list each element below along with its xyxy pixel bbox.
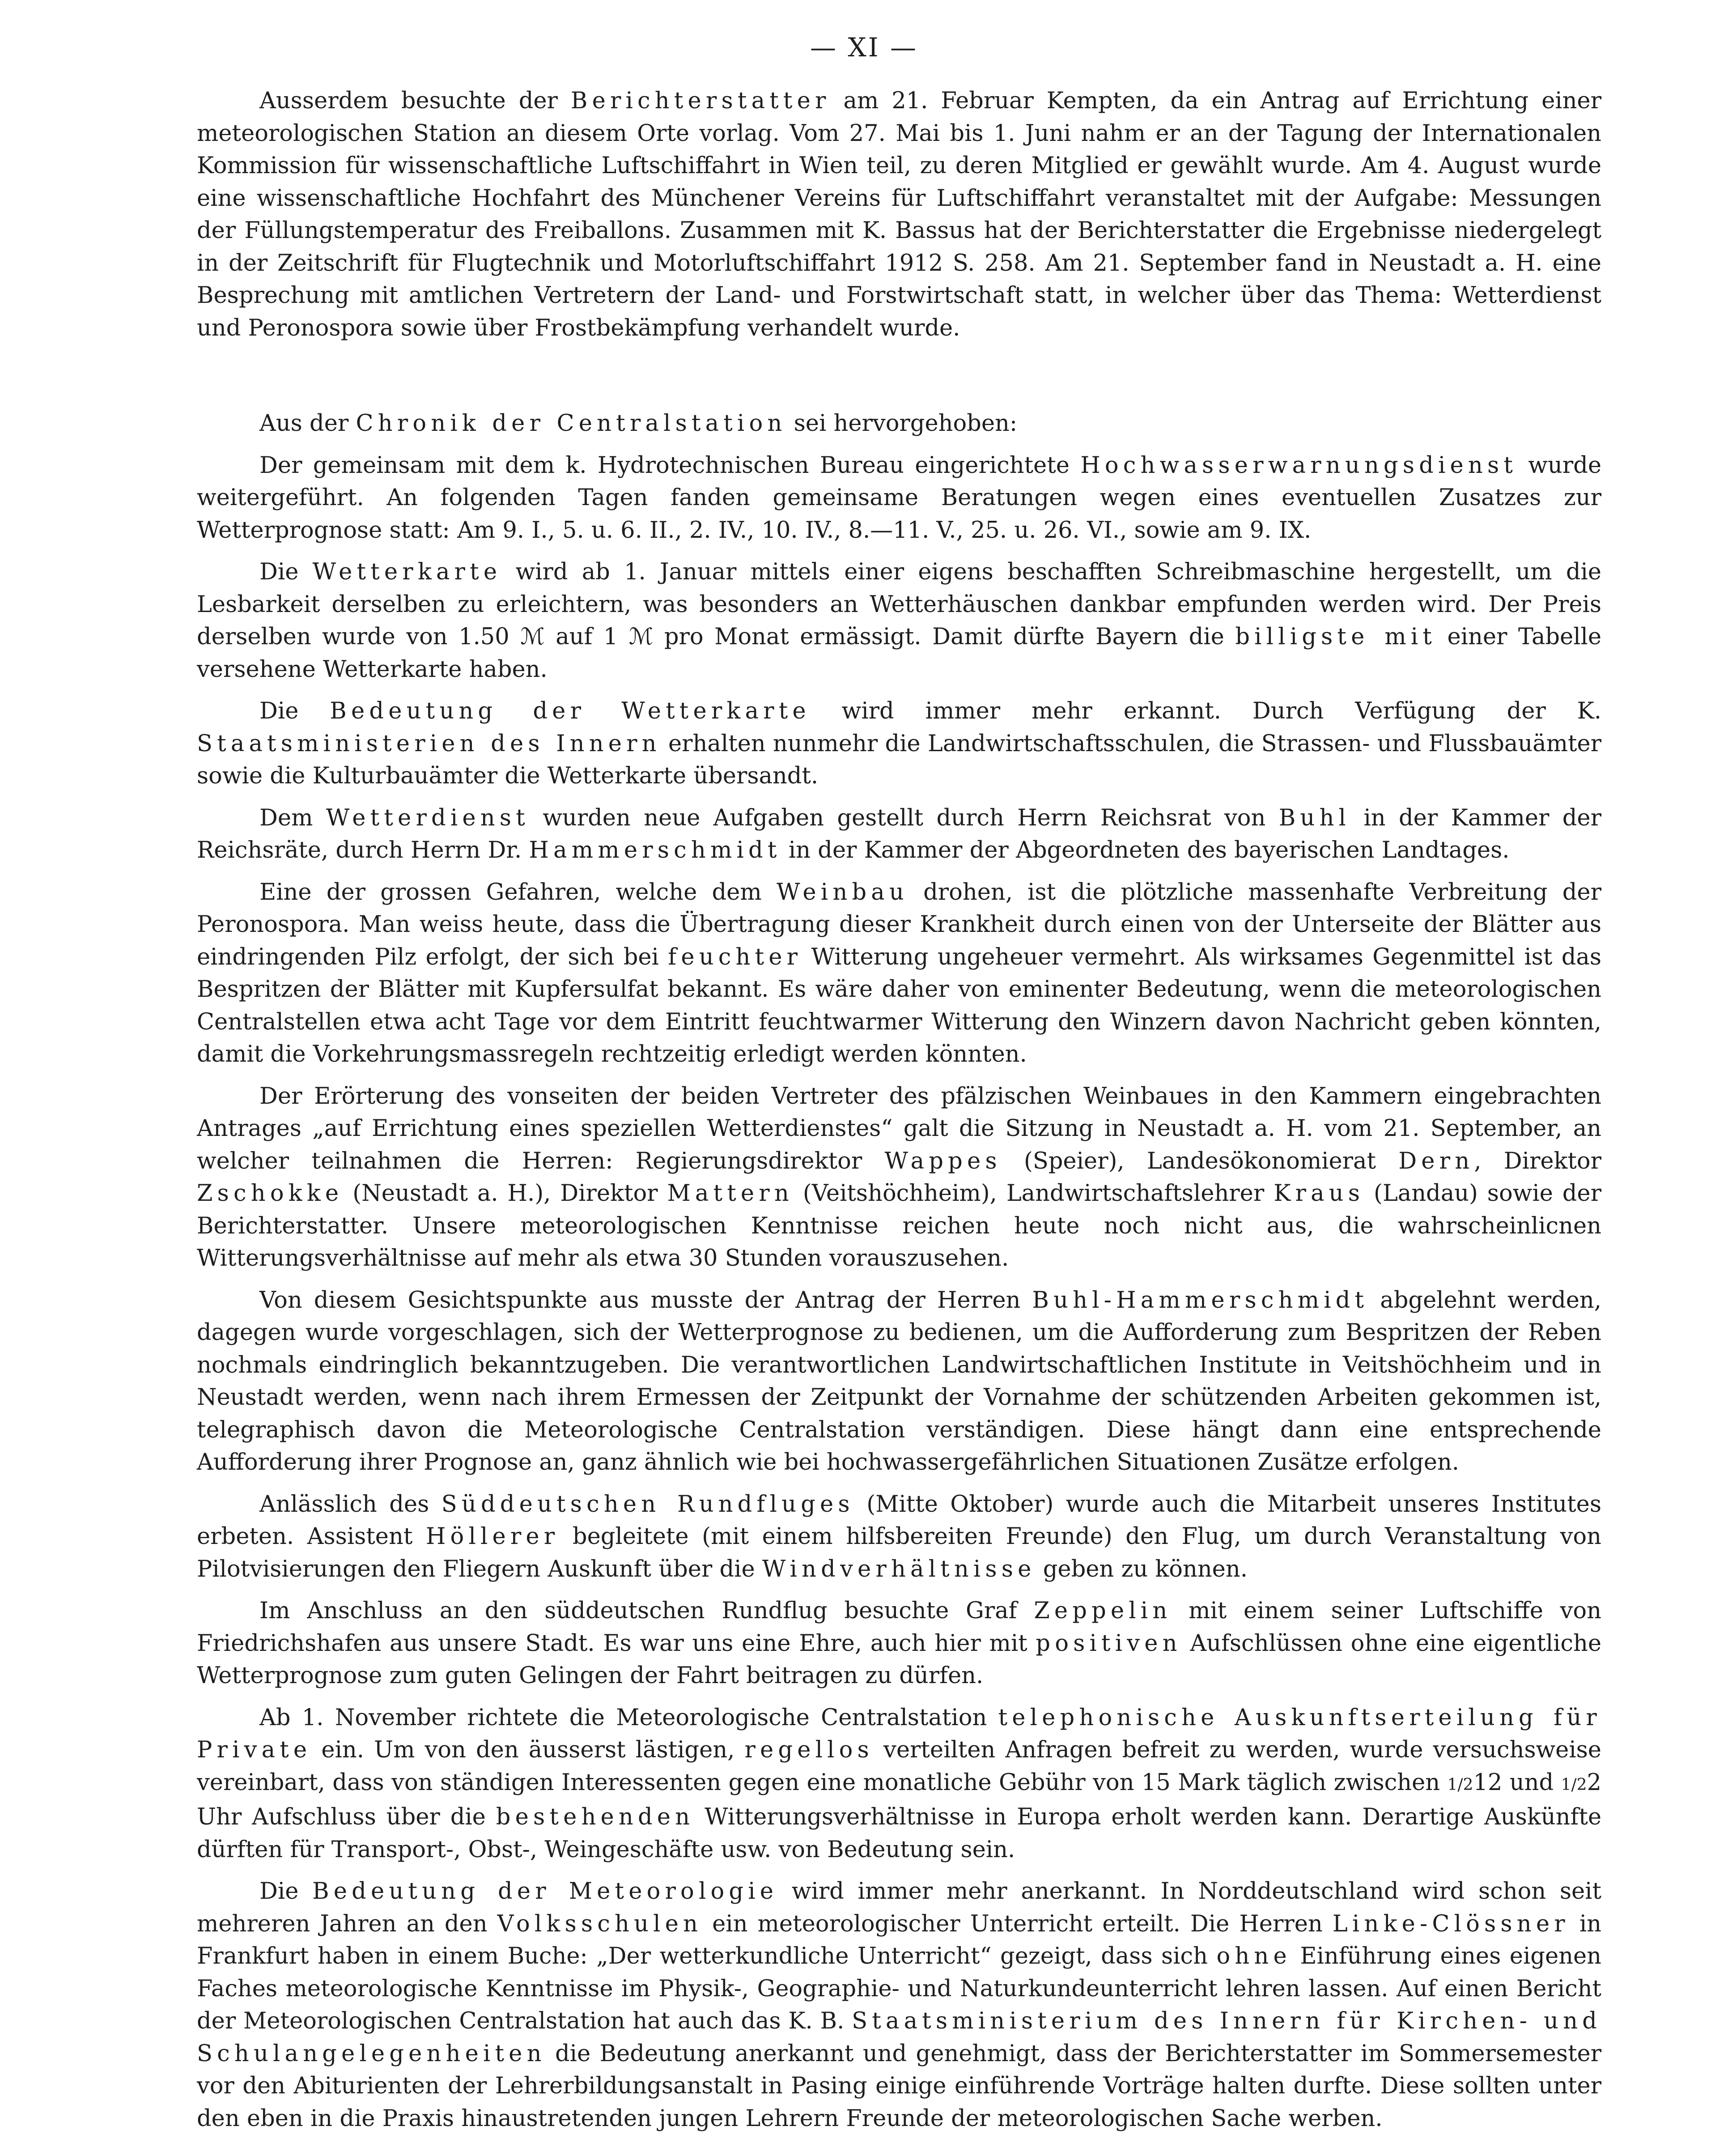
paragraph-auskunft: Ab 1. November richtete die Meteorologische Centralstation telephonische Auskunftserteilung für Private ein. Um von den äusserst lästigen, regellos verteilten Anfragen befreit zu werden, wurde versuchsweise vereinbart, dass von ständigen Interessenten gegen eine monatliche Gebühr von 15 Mark täglich zwischen 1/212 und 1/22 Uhr Aufschluss über die bestehenden Witterungsverhältnisse in Europa erholt werden kann. Derartige Auskünfte dürften für Transport-, Obst-, Weingeschäfte usw. von Bedeutung sein. xyxy=(197,1704,1602,1863)
paragraph-rundflug: Anlässlich des Süddeutschen Rundfluges (Mitte Oktober) wurde auch die Mitarbeit unseres Institutes erbeten. Assistent Höllerer begleitete (mit einem hilfsbereiten Freunde) den Flug, um durch Veranstaltung von Pilotvisierungen den Fliegern Auskunft über die Windverhältnisse geben zu können. xyxy=(197,1491,1602,1582)
paragraph-gesichtspunkt: Von diesem Gesichtspunkte aus musste der Antrag der Herren Buhl-Hammerschmidt abgelehnt werden, dagegen wurde vorgeschlagen, sich der Wetterprognose zu bedienen, um die Aufforderung zum Bespritzen der Reben nochmals eindringlich bekanntzugeben. Die verantwortlichen Landwirtschaftlichen Institute in Veitshöchheim und in Neustadt werden, wenn nach ihrem Ermessen der Zeitpunkt der Vornahme der schützenden Arbeiten gekommen ist, telegraphisch davon die Meteorologische Centralstation verständigen. Diese hängt dann eine entsprechende Aufforderung ihrer Prognose an, ganz ähnlich wie bei hochwassergefährlichen Situationen Zusätze erfolgen. xyxy=(197,1287,1601,1476)
paragraph-wetterdienst: Dem Wetterdienst wurden neue Aufgaben gestellt durch Herrn Reichsrat von Buhl in der Kammer der Reichsräte, durch Herrn Dr. Hammerschmidt in der Kammer der Abgeordneten des bayerischen Landtages. xyxy=(197,804,1601,863)
paragraph-weinbau: Eine der grossen Gefahren, welche dem Weinbau drohen, ist die plötzliche massenhafte Verbreitung der Peronospora. Man weiss heute, dass die Übertragung dieser Krankheit durch einen von der Unterseite der Blätter aus eindringenden Pilz erfolgt, der sich bei feuchter Witterung ungeheuer vermehrt. Als wirksames Gegenmittel ist das Bespritzen der Blätter mit Kupfersulfat bekannt. Es wäre daher von eminenter Bedeutung, wenn die meteorologischen Centralstellen etwa acht Tage vor dem Eintritt feuchtwarmer Witterung den Winzern davon Nachricht geben könnten, damit die Vorkehrungsmassregeln rechtzeitig erledigt werden könnten. xyxy=(197,879,1601,1067)
section-gap xyxy=(197,354,1601,408)
paragraph-meteorologie: Die Bedeutung der Meteorologie wird immer mehr anerkannt. In Norddeutschland wird schon seit mehreren Jahren an den Volksschulen ein meteorologischer Unterricht erteilt. Die Herren Linke-Clössner in Frankfurt haben in einem Buche: „Der wetterkundliche Unterricht“ gezeigt, dass sich ohne Einführung eines eigenen Faches meteorologische Kenntnisse im Physik-, Geographie- und Naturkundeunterricht lehren lassen. Auf einen Bericht der Meteorologischen Centralstation hat auch das K. B. Staatsministerium des Innern für Kirchen- und Schulangelegenheiten die Bedeutung anerkannt und genehmigt, dass der Berichterstatter im Sommersemester vor den Abiturienten der Lehrerbildungsanstalt in Pasing einige einführende Vorträge halten durfte. Diese sollten unter den eben in die Praxis hinaustretenden jungen Lehrern Freunde der meteorologischen Sache werben. xyxy=(197,1878,1602,2132)
paragraph-bedeutung-wetterkarte: Die Bedeutung der Wetterkarte wird immer mehr erkannt. Durch Verfügung der K. Staatsministerien des Innern erhalten nunmehr die Landwirtschaftsschulen, die Strassen- und Flussbauämter sowie die Kulturbauämter die Wetterkarte übersandt. xyxy=(197,698,1601,789)
chronik-heading: Aus der Chronik der Centralstation sei hervorgehoben: xyxy=(259,410,1018,437)
page-number: — XI — xyxy=(810,32,918,63)
paragraph-wetterkarte: Die Wetterkarte wird ab 1. Januar mittels einer eigens beschafften Schreibmaschine hergestellt, um die Lesbarkeit derselben zu erleichtern, was besonders an Wetterhäuschen dankbar empfunden werden wird. Der Preis derselben wurde von 1.50 ℳ auf 1 ℳ pro Monat ermässigt. Damit dürfte Bayern die billigste mit einer Tabelle versehene Wetterkarte haben. xyxy=(197,559,1601,683)
document-body xyxy=(197,85,1601,2144)
paragraph-hochwasserwarnungsdienst: Der gemeinsam mit dem k. Hydrotechnischen Bureau eingerichtete Hochwasserwarnungsdienst wurde weitergeführt. An folgenden Tagen fanden gemeinsame Beratungen wegen eines eventuellen Zusatzes zur Wetterprognose statt: Am 9. I., 5. u. 6. II., 2. IV., 10. IV., 8.—11. V., 25. u. 26. VI., sowie am 9. IX. xyxy=(197,452,1601,544)
paragraph-eroerterung: Der Erörterung des vonseiten der beiden Vertreter des pfälzischen Weinbaues in den Kammern eingebrachten Antrages „auf Errichtung eines speziellen Wetterdienstes“ galt die Sitzung in Neustadt a. H. vom 21. September, an welcher teilnahmen die Herren: Regierungsdirektor Wappes (Speier), Landesökonomierat Dern, Direktor Zschokke (Neustadt a. H.), Direktor Mattern (Veitshöchheim), Landwirtschaftslehrer Kraus (Landau) sowie der Berichterstatter. Unsere meteorologischen Kenntnisse reichen heute noch nicht aus, die wahrscheinlicnen Witterungsverhältnisse auf mehr als etwa 30 Stunden vorauszusehen. xyxy=(197,1083,1601,1271)
paragraph-zeppelin: Im Anschluss an den süddeutschen Rundflug besuchte Graf Zeppelin mit einem seiner Luftschiffe von Friedrichshafen aus unsere Stadt. Es war uns eine Ehre, auch hier mit positiven Aufschlüssen ohne eine eigentliche Wetterprognose zum guten Gelingen der Fahrt beitragen zu dürfen. xyxy=(197,1598,1602,1689)
paragraph-berichterstatter-reisen: Ausserdem besuchte der Berichterstatter am 21. Februar Kempten, da ein Antrag auf Errichtung einer meteorologischen Station an diesem Orte vorlag. Vom 27. Mai bis 1. Juni nahm er an der Tagung der Internationalen Kommission für wissenschaftliche Luftschiffahrt in Wien teil, zu deren Mitglied er gewählt wurde. Am 4. August wurde eine wissenschaftliche Hochfahrt des Münchener Vereins für Luftschiffahrt veranstaltet mit der Aufgabe: Messungen der Füllungstemperatur des Freiballons. Zusammen mit K. Bassus hat der Berichterstatter die Ergebnisse niedergelegt in der Zeitschrift für Flugtechnik und Motorluftschiffahrt 1912 S. 258. Am 21. September fand in Neustadt a. H. eine Besprechung mit amtlichen Vertretern der Land- und Forstwirtschaft statt, in welcher über das Thema: Wetterdienst und Peronospora sowie über Frostbekämpfung verhandelt wurde. xyxy=(197,88,1601,341)
